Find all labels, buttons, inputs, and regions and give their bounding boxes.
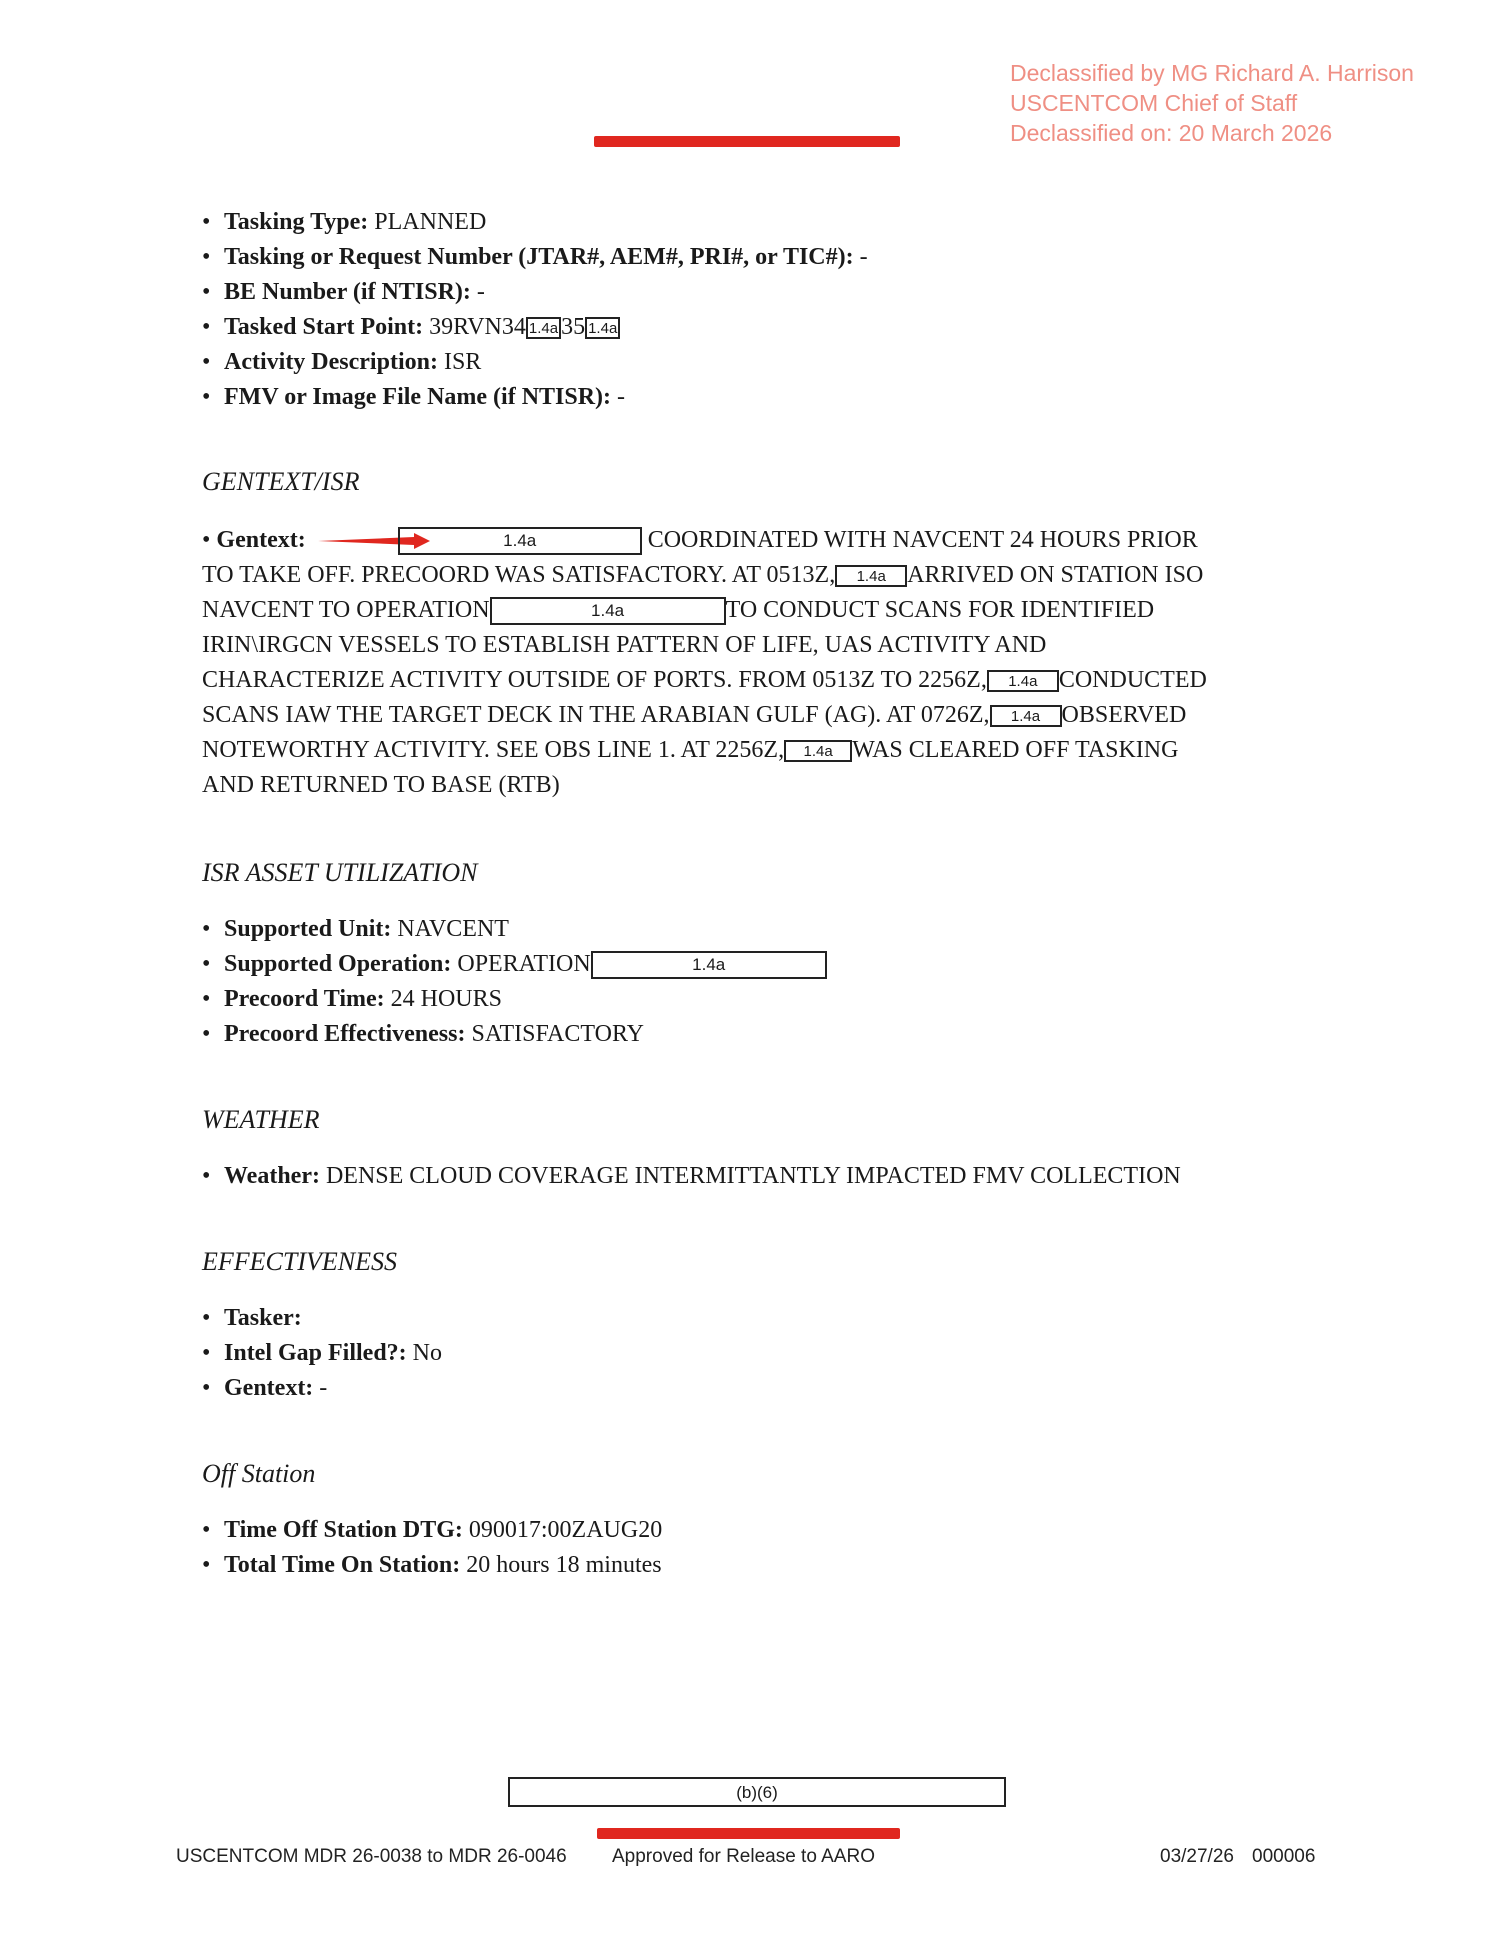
list-item: • Precoord Time: 24 HOURS: [202, 982, 827, 1017]
list-item: • Supported Operation: OPERATION 1.4a: [202, 947, 827, 982]
redaction-box: 1.4a: [490, 597, 726, 625]
asset-utilization-list: [202, 912, 827, 1052]
list-item: • Total Time On Station: 20 hours 18 minutes: [202, 1548, 662, 1583]
off-station-list: [202, 1513, 662, 1583]
list-item: • Time Off Station DTG: 090017:00ZAUG20: [202, 1513, 662, 1548]
list-item: • Precoord Effectiveness: SATISFACTORY: [202, 1017, 827, 1052]
stamp-line-1: Declassified by MG Richard A. Harrison: [1010, 60, 1414, 86]
section-heading-effectiveness: EFFECTIVENESS: [202, 1247, 397, 1276]
redaction-box: 1.4a: [526, 317, 561, 339]
footer-page-number: 000006: [1252, 1846, 1316, 1867]
list-item: • BE Number (if NTISR): -: [202, 275, 868, 310]
stamp-line-2: USCENTCOM Chief of Staff: [1010, 90, 1298, 116]
tasking-list: [202, 205, 868, 415]
redaction-box: 1.4a: [591, 951, 827, 979]
list-item: • Tasking Type: PLANNED: [202, 205, 868, 240]
section-heading-asset-utilization: ISR ASSET UTILIZATION: [202, 858, 478, 887]
footer-mdr-reference: USCENTCOM MDR 26-0038 to MDR 26-0046: [176, 1846, 567, 1867]
redaction-box: 1.4a: [398, 527, 642, 555]
section-heading-gentext-isr: GENTEXT/ISR: [202, 467, 360, 496]
footer-date: 03/27/26: [1160, 1846, 1234, 1867]
weather-list: [202, 1159, 1181, 1194]
effectiveness-list: [202, 1301, 442, 1406]
b6-redaction-box: (b)(6): [508, 1777, 1006, 1807]
stamp-line-3: Declassified on: 20 March 2026: [1010, 120, 1333, 146]
list-item: • Weather: DENSE CLOUD COVERAGE INTERMITTANTLY IMPACTED FMV COLLECTION: [202, 1159, 1181, 1194]
redaction-box: 1.4a: [990, 705, 1062, 727]
list-item: • Tasker:: [202, 1301, 442, 1336]
classification-redaction-bottom: [597, 1828, 900, 1839]
list-item: • Supported Unit: NAVCENT: [202, 912, 827, 947]
classification-redaction-top: [594, 136, 900, 147]
redaction-box: 1.4a: [835, 565, 907, 587]
redaction-box: 1.4a: [784, 740, 852, 762]
list-item: • FMV or Image File Name (if NTISR): -: [202, 380, 868, 415]
list-item: • Tasked Start Point: 39RVN34 1.4a 35 1.4a: [202, 310, 868, 345]
list-item: • Tasking or Request Number (JTAR#, AEM#, PRI#, or TIC#): -: [202, 240, 868, 275]
section-heading-weather: WEATHER: [202, 1105, 320, 1134]
list-item: • Gentext: -: [202, 1371, 442, 1406]
redaction-box: 1.4a: [585, 317, 620, 339]
list-item: • Intel Gap Filled?: No: [202, 1336, 442, 1371]
footer-release-note: Approved for Release to AARO: [612, 1846, 875, 1867]
list-item: • Activity Description: ISR: [202, 345, 868, 380]
gentext-paragraph: • Gentext: 1.4a COORDINATED WITH NAVCENT 24 HOURS PRIOR TO TAKE OFF. PRECOORD WAS SATISFACTORY. AT 0513Z, 1.4a ARRIVED ON STATION ISO NAVCENT TO OPERATION 1.4a TO CONDUCT SCANS FOR IDENTIFIED IRIN\IRGCN VESSELS TO ESTABLISH PATTERN OF LIFE, UAS ACTIVITY AND CHARACTERIZE ACTIVITY OUTSIDE OF PORTS. FROM 0513Z TO 2256Z, 1.4a CONDUCTED SCANS IAW THE TARGET DECK IN THE ARABIAN GULF (AG). AT 0726Z, 1.4a OBSERVED NOTEWORTHY ACTIVITY. SEE OBS LINE 1. AT 2256Z, 1.4a WAS CLEARED OFF TASKING AND RETURNED TO BASE (RTB): [202, 527, 1207, 798]
redaction-box: 1.4a: [987, 670, 1059, 692]
declassification-stamp: [1010, 58, 1414, 148]
section-heading-off-station: Off Station: [202, 1459, 316, 1488]
